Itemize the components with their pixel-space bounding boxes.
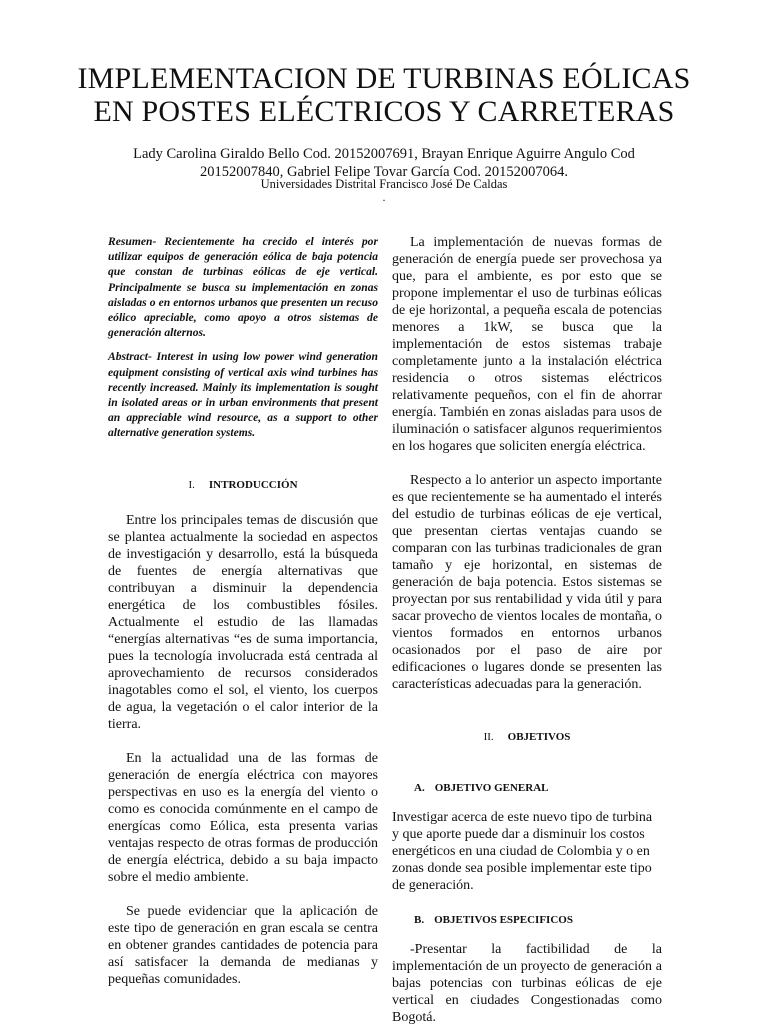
- objective-specific-paragraph: -Presentar la factibilidad de la implementación de un proyecto de generación a bajas potencias con turbinas eólicas de eje vertical en ciudades Congestionadas como Bogotá.: [392, 942, 662, 1025]
- intro-paragraph-2: En la actualidad una de las formas de generación de energía eléctrica con mayores perspectivas en uso es la energía del viento o como es conocida comúnmente en el campo de energícas como Eólica, esta presenta varias ventajas respecto de otras formas de producción de energía eléctrica, debido a su baja impacto sobre el medio ambiente.: [108, 750, 378, 885]
- section-heading-objetivos: [392, 729, 662, 746]
- section-number: I.: [188, 478, 195, 491]
- objective-general-paragraph: Investigar acerca de este nuevo tipo de turbina y que aporte puede dar a disminuir los costos energéticos en una ciudad de Colombia y o en zonas donde sea posible implementar este tipo de generación.: [392, 810, 653, 893]
- subsection-letter: A.: [414, 782, 425, 794]
- authors-line-2: 20152007840, Gabriel Felipe Tovar García Cod. 20152007064.: [199, 164, 568, 180]
- abstract-paragraph: Abstract- Interest in using low power wind generation equipment consisting of vertical axis wind turbines has recently increased. Mainly its implementation is sought in isolated areas or in urban environments that present an appreciable wind resource, as a support to other alternative generation systems.: [108, 350, 378, 440]
- subsection-letter: B.: [414, 914, 425, 926]
- subsection-heading-general: [392, 780, 662, 797]
- author-list: [100, 145, 668, 181]
- title-line-1: IMPLEMENTACION DE TURBINAS EÓLICAS: [77, 62, 691, 95]
- title-line-2: EN POSTES ELÉCTRICOS Y CARRETERAS: [93, 95, 675, 128]
- section-title: INTRODUCCIÓN: [208, 478, 298, 491]
- affiliation: Universidades Distrital Francisco José De Caldas: [260, 177, 508, 191]
- left-column: [108, 234, 378, 988]
- section-title: OBJETIVOS: [507, 731, 571, 743]
- subsection-heading-especificos: [392, 912, 662, 929]
- intro-paragraph-3: Se puede evidenciar que la aplicación de este tipo de generación en gran escala se centra en obtener grandes cantidades de potencia para así satisfacer la demanda de medianas y pequeñas comunidades.: [108, 903, 378, 987]
- affiliation-mark: .: [382, 190, 386, 204]
- authors-line-1: Lady Carolina Giraldo Bello Cod. 20152007691, Brayan Enrique Aguirre Angulo Cod: [133, 146, 635, 162]
- section-heading-introduction: [108, 477, 378, 494]
- right-column: [392, 234, 662, 1026]
- intro-paragraph-1: Entre los principales temas de discusión que se plantea actualmente la sociedad en aspectos de investigación y desarrollo, está la búsqueda de fuentes de energía alternativas que contribuyan a disminuir la dependencia energética de los combustibles fósiles. Actualmente el estudio de las llamadas “energías alternativas “es de suma importancia, pues la tecnología involucrada está centrada al aprovechamiento de recursos considerados inagotables como el sol, el viento, los cuerpos de agua, la vegetación o el calor interior de la tierra.: [108, 512, 378, 732]
- section-number: II.: [483, 731, 494, 743]
- body-paragraph-2: Respecto a lo anterior un aspecto importante es que recientemente se ha aumentado el interés del estudio de turbinas eólicas de eje vertical, que presentan ciertas ventajas cuando se comparan con las turbinas tradicionales de gran tamaño y eje horizontal, en sistemas de generación de baja potencia. Estos sistemas se proyectan por sus rentabilidad y vida útil y para sacar provecho de vientos locales de montaña, o vientos formados en entornos urbanos ocasionados por el paso de aire por edificaciones o lugares donde se presenten las características adecuadas para la generación.: [392, 473, 662, 692]
- subsection-title: OBJETIVO GENERAL: [434, 782, 549, 794]
- subsection-title: OBJETIVOS ESPECIFICOS: [434, 914, 573, 926]
- body-paragraph-1: La implementación de nuevas formas de generación de energía puede ser provechosa ya que, para el ambiente, es por esto que se propone implementar el uso de turbinas eólicas de eje horizontal, a pequeña escala de potencias menores a 1kW, se busca que la implementación de estos sistemas trabaje completamente junto a la instalación eléctrica residencia o otros sistemas eléctricos relativamente pequeños, con el fin de ahorrar energía. También en zonas aisladas para usos de iluminación o satisfacer algunos requerimientos en los hogares que soliciten energía eléctrica.: [392, 235, 662, 454]
- resumen-paragraph: Resumen- Recientemente ha crecido el interés por utilizar equipos de generación eólica de baja potencia que constan de turbinas eólicas de eje vertical. Principalmente se busca su implementación en zonas aisladas o en entornos urbanos que presenten un recuso eólico apreciable, como apoyo a otros sistemas de generación alternos.: [108, 235, 378, 340]
- paper-title: [40, 62, 728, 128]
